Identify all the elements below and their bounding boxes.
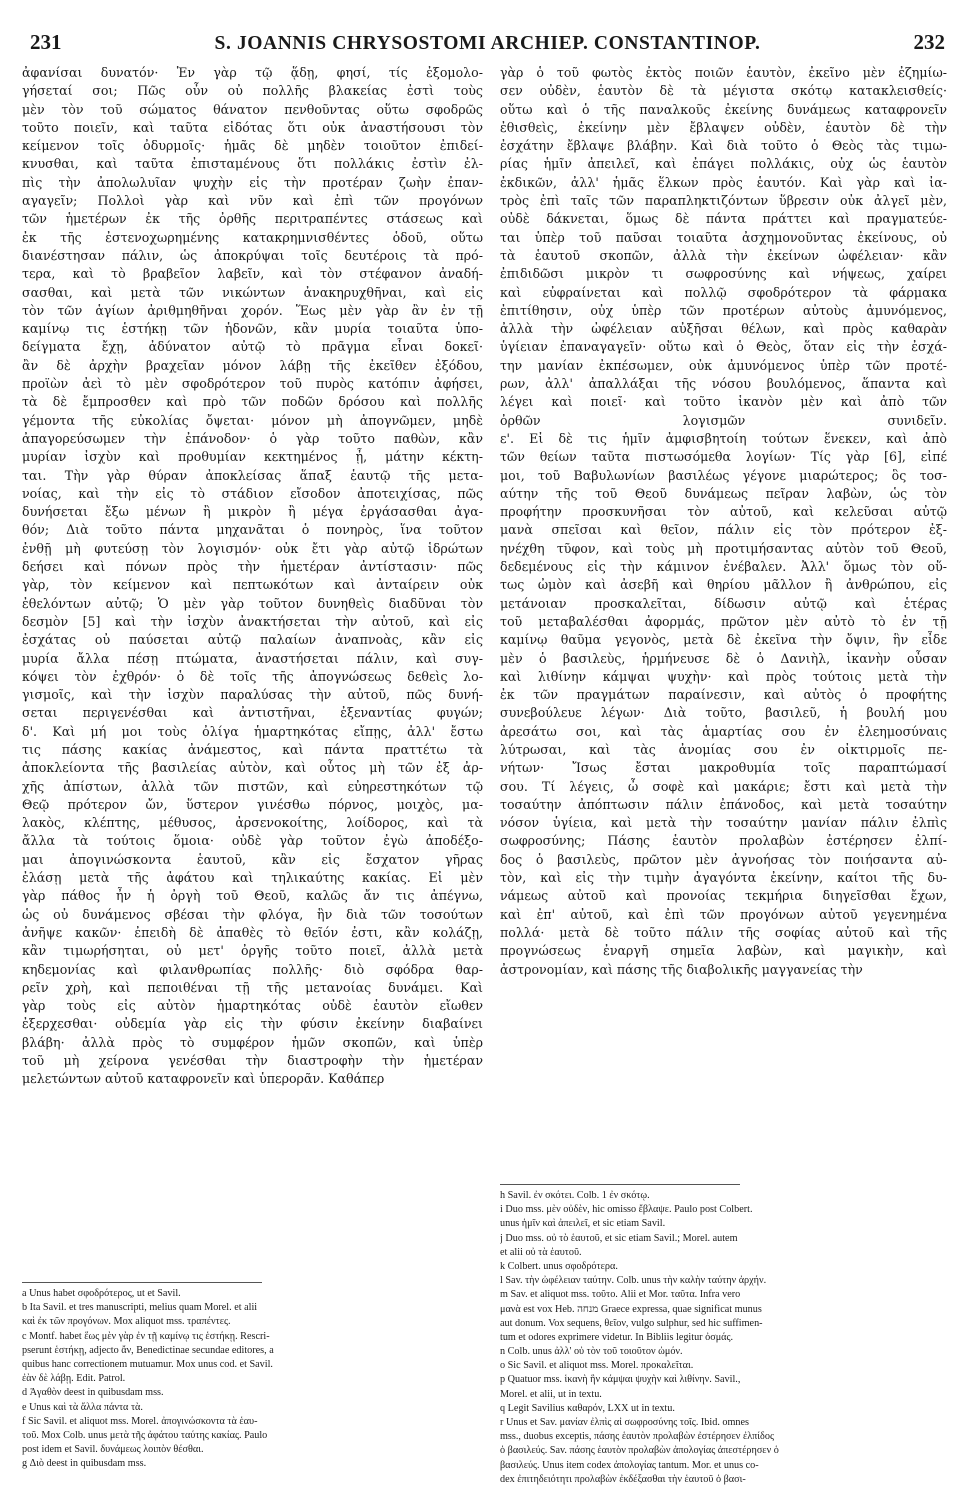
text-line: γισμοῖς, καὶ τὴν ἰσχὺν παραλύσας τὴν αὐτοῦ, πῶς δυνή- [22,687,483,703]
text-line: κνυσθαι, καὶ ταῦτα ἐπισταμένους ὅτι πολλάκις ἐστὶν ἐλ- [22,156,483,172]
footnote-line: e Unus καὶ τὰ ἄλλα πάντα τὰ. [22,1401,143,1413]
text-line: τὸν τῶν ἁγίων ἀριθμηθῆναι χορόν. Ἕως μὲν γὰρ ἂν ἐν τῇ [22,302,483,318]
text-line: ἀρεσάτω σοι, καὶ τὰς ἁμαρτίας σου ἐν ἐλεημοσύναις [500,723,947,739]
text-line: τοῦ μεταβαλέσθαι ἀφορμάς, πρῶτον μὲν αὐτὸ τὸ ἐν τῇ [500,613,947,629]
text-line: την μανίαν ἐκπέσωμεν, οὐκ ἀμυνόμενος ὑπὲρ τῶν προτέ- [500,357,947,373]
text-line: ται. Τὴν γὰρ θύραν ἀποκλείσας ἅπαξ ἑαυτῷ τῆς μετα- [22,467,483,483]
footnote-line: k Colbert. unus σφοδρότερα. [500,1260,618,1272]
text-line: σεται περιγενέσθαι καὶ ἀντιστῆναι, ἐξεναντίας φυγών; [22,705,483,721]
left-text-column [22,64,483,1089]
text-line: καὶ ἐπ' αὐτοῦ, καὶ ἐπὶ τῶν προγόνων αὐτοῦ γεγενημένα [500,906,947,922]
text-line: αγαγεῖν; Πολλοὶ γὰρ καὶ νῦν καὶ ἐπὶ τῶν προγόνων [22,193,483,209]
footnote-rule-right [500,1184,740,1185]
text-line: γήσεταί σοι; Πῶς οὖν οὐ πολλῆς βλακείας ἐστὶ τοὺς [22,83,483,99]
text-line: τὸν, καὶ εἰς τὴν τιμὴν ἀγαγόντα ἐκείνην, καίτοι τῆς δυ- [500,870,947,886]
text-line: κόψει τὸν ἐχθρόν· ὁ δὲ τοῖς τῆς ἀπογνώσεως δεθεὶς λο- [22,668,483,684]
text-line: μανὰ σπεῖσαι καὶ θεῖον, πάλιν εἰς τὸν πρότερον ἐξ- [500,522,947,538]
text-line: ἐξερχεσθαι· οὐδεμία γὰρ εἰς τὴν φύσιν ἐκείνην διαβαίνει [22,1016,483,1032]
text-line: ἐσχάτην ἔβλαψε βλάβην. Καὶ διὰ τοῦτο ὁ Θεὸς τὰς τιμω- [500,138,947,154]
text-line: οὕτω καὶ ὁ τῆς παναλκοῦς ἐκείνης δυνάμεως καταφρονεῖν [500,101,947,117]
text-line: μὲν τὸν τοῦ σώματος θάνατον πενθοῦντας οὕτω σφοδρῶς [22,101,483,117]
footnote-line: r Unus et Sav. μανίαν ἐλπὶς αἰ σωφροσύνης τοῖς. Ibid. omnes [500,1417,750,1428]
text-line: διανέστησαν πάλιν, ὡς ἀποκρύψαι τοῖς δευτέροις τὰ πρό- [22,247,483,263]
text-line: ἐλάσῃ μετὰ τῆς ἀφάτου καὶ τηλικαύτης κακίας. Εἰ μὲν [22,870,483,886]
text-line: ἀλλὰ τὴν ὠφέλειαν αὐξῆσαι θέλων, καὶ πρὸς καθαρὰν [500,321,947,337]
text-line: προϊὼν ἀεὶ τὸ μὲν σφοδρότερον τοῦ πυρὸς κατόπιν ἀφήσει, [22,376,483,392]
text-line: θόν; Διὰ τοῦτο πάντα μηχανᾶται ὁ πονηρὸς, ἵνα τοῦτον [22,522,483,538]
text-line: δεδεμένους εἰς τὴν κάμινον ἐνέβαλεν. Ἀλλ' ὅμως τὸν οὕ- [500,559,947,575]
text-line: καὶ εὐφραίνεται καὶ πολλῷ σφοδρότερον τὰ φάρμακα [500,284,947,300]
footnote-line: ἐὰν δὲ λάβῃ. Edit. Patrol. [22,1373,126,1385]
page-number-left: 231 [30,30,62,54]
text-line: τοῦτο ποιεῖν, καὶ ταῦτα εἰδότας ὅτι οὐκ ἀναστήσουσι τὸν [22,119,483,135]
text-line: ὀρθῶν λογισμῶν συνιδεῖν. [500,412,947,428]
footnote-line: post idem et Savil. δυνάμεως λοιπὸν θέσθαι. [22,1444,204,1456]
text-line: ρων, ἀλλ' ἀπαλλάξαι τῆς νόσου βουλόμενος, ἅπαντα καὶ [500,376,947,392]
text-line: σεν οὐδὲν, ἑαυτὸν δὲ τὰ μέγιστα σκότῳ κατακλεισθείς· [500,83,947,99]
text-line: μυρίαν ἰσχὺν καὶ προθυμίαν κεκτημένος ᾖ, μάτην κέκτη- [22,449,483,465]
text-line: σασθαι, καὶ μετὰ τῶν νικώντων ἀνακηρυχθῆναι, καὶ εἰς [22,284,483,300]
text-line: σωφροσύνης; Πάσης ἑαυτὸν προλαβὼν ἐστέρησεν ἐλπί- [500,833,947,849]
text-line: μετάνοιαν προσκαλεῖται, δίδωσιν αὐτῷ καὶ ἑτέρας [500,595,947,611]
text-line: συνεβούλευε λέγων· Διὰ τοῦτο, βασιλεῦ, ἡ βουλή μου [500,705,947,721]
footnote-rule-left [22,1282,262,1283]
text-line: δεήσει καὶ πόνων πρὸς τὴν ἡμετέραν ἀντίστασιν· πῶς [22,559,483,575]
footnote-line: m Sav. et aliquot mss. τοῦτο. Alii et Mor. ταῦτα. Infra vero [500,1289,741,1301]
text-line: πολλά· μετὰ δὲ τοῦτο πάλιν τῆς σοφίας αὐτοῦ καὶ τῆς [500,924,947,940]
footnote-line: d Ἀγαθὸν deest in quibusdam mss. [22,1387,164,1399]
text-line: ρεῖν χρὴ, καὶ πεποιθέναι τῇ τῆς μετανοίας δυνάμει. Καὶ [22,979,483,995]
text-line: δος ὁ βασιλεὺς, πρῶτον μὲν ἀγνοήσας τὸν ποιήσαντα αὐ- [500,851,947,867]
text-line: μαι ἀπογινώσκοντα ἑαυτοῦ, κἂν εἰς ἔσχατον γῆρας [22,851,483,867]
text-line: νοίας, καὶ τὴν εἰς τὸ στάδιον εἴσοδον ἀποτειχίσας, πῶς [22,485,483,501]
text-line: πὶς τὴν ἀπολωλυῖαν ψυχὴν εἰς τὴν προτέραν ζωὴν ἐπαν- [22,174,483,190]
footnote-line: καὶ ἐκ τῶν προγόνων. Mox aliquot mss. τραπέντες. [22,1316,231,1328]
text-line: ἀποκλείοντα τῆς βασιλείας αὐτὸν, καὶ οὗτος μὴ τῶν ἐξ ἀρ- [22,760,483,776]
text-line: γὰρ πάθος ἦν ἡ ὀργὴ τοῦ Θεοῦ, καλῶς ἄν τις ἀπέγνω, [22,888,483,904]
text-line: σου. Τί λέγεις, ὦ σοφὲ καὶ μακάριε; ἔστι καὶ μετὰ τὴν [500,778,947,794]
text-line: μὲν ὁ βασιλεὺς, ἡρμήνευσε δὲ ὁ Δανιὴλ, ἱκανὴν οὖσαν [500,650,947,666]
footnote-line: pserunt ἑστήκῃ, adjecto ἄν, Benedictinae secundae editores, a [22,1344,274,1356]
text-line: λέγει καὶ ποιεῖ· καὶ τοῦτο ἱκανὸν μὲν καὶ ἀπὸ τῶν [500,394,947,410]
text-line: τὰ ἑαυτοῦ σκοπῶν, ἀλλὰ τὴν ἐκείνων ὠφέλειαν· κἂν [500,247,947,263]
footnote-line: b Ita Savil. et tres manuscripti, melius quam Morel. et alii [22,1302,258,1314]
text-line: ἀστρονομίαν, καὶ πάσης τῆς διαβολικῆς μαγγανείας τὴν [500,961,863,977]
text-line: νόσον ὑγίεια, καὶ μετὰ τὴν τοσαύτην μανίαν πάλιν ἐλπὶς [500,815,947,831]
running-title: S. JOANNIS CHRYSOSTOMI ARCHIEP. CONSTANTINOP. [214,33,761,54]
text-line: τρὸς ἐπὶ ταῖς τῶν παραπληκτιζόντων ὕβρεσιν οὐκ ἀλγεῖ μὲν, [500,193,947,209]
text-line: γὰρ τοὺς εἰς αὐτὸν ἡμαρτηκότας οὐδὲ ἑαυτὸν εἴωθεν [22,998,483,1014]
footnote-line: l Sav. τὴν ὠφέλειαν ταύτην. Colb. unus τὴν καλὴν ταύτην ἀρχήν. [500,1275,767,1287]
text-line: νήτων· Ἴσως ἔσται μακροθυμία τοῖς παραπτώμασί [500,760,947,776]
text-line: ἀνῆψε κακῶν· ἐπειδὴ δὲ ἀπαθὲς τὸ θεῖόν ἐστι, κἂν κολάζῃ, [22,924,483,940]
text-line: τῶν θείων ταῦτα πιστωσόμεθα λογίων· Τίς γὰρ [6], εἰπέ [500,449,947,465]
text-line: ἐπιτίθησιν, οὐχ ὑπὲρ τῶν προτέρων αὐτοὺς ἀμυνόμενος, [500,302,947,318]
text-line: ἄλλα τὰ τούτοις ὅμοια· οὐδὲ γὰρ τοῦτον ἐγὼ ἀποδέξο- [22,833,483,849]
text-line: ἐκδικῶν, ἀλλ' ἡμᾶς ἕλκων πρὸς ἑαυτόν. Καὶ γὰρ καὶ ἰα- [500,174,947,190]
text-line: τῶν ἡμετέρων ἐκ τῆς ὀρθῆς περιτραπέντες στάσεως καὶ [22,211,483,227]
page-number-right: 232 [913,30,945,54]
text-line: τὰ δὲ ἔμπροσθεν καὶ πρὸ τῶν ποδῶν δρόσου καὶ πολλῆς [22,394,483,410]
footnote-line: a Unus habet σφοδρότερος, ut et Savil. [22,1288,181,1299]
text-line: τως ὠμὸν καὶ ἀσεβῆ καὶ θηρίου μᾶλλον ἢ ἀνθρώπου, εἰς [500,577,947,593]
footnote-line: q Legit Savilius καθαρόν, LXX ut in textu. [500,1402,675,1414]
footnote-line: n Colb. unus ἀλλ' οὐ τὸν τοῦ τοιοῦτον ὠμόν. [500,1346,683,1358]
footnote-line: g Διὸ deest in quibusdam mss. [22,1458,147,1470]
footnote-line: ὁ βασιλεύς. Sav. πάσης ἑαυτὸν προλαβὼν ἀπολογίας ἀπεστέρησεν ὁ [500,1445,779,1457]
text-line: ται ὑπὲρ τοῦ παῦσαι τοιαῦτα ἀσχημονοῦντας ἐκείνους, οὐ [500,229,947,245]
text-line: τοσαύτην ἀπόπτωσιν πάλιν ἐπάνοδος, καὶ μετὰ τοσαύτην [500,796,947,812]
footnote-line: quibus hanc correctionem mutuamur. Mox unus cod. et Savil. [22,1358,273,1370]
footnote-line: j Duo mss. οὐ τὸ ἑαυτοῦ, et sic etiam Savil.; Morel. autem [500,1232,738,1244]
text-line: γέμοντα τῆς εὐκολίας ὄψεται· μόνον μὴ ἀπογνῶμεν, μηδὲ [22,412,483,428]
text-line: ἐκ τῶν πραγμάτων παραίνεσιν, καὶ αὐτὸς ὁ προφήτης [500,687,947,703]
footnote-line: h Savil. ἐν σκότει. Colb. 1 ἐν σκότῳ. [500,1190,650,1201]
text-line: νάμεως αὐτοῦ καὶ προνοίας τεκμήρια διηγεῖσθαι ἔχων, [500,888,947,904]
text-line: δείγματα ἔχῃ, ἀδύνατον αὐτῷ τὸ πρᾶγμα εἶναι δοκεῖ· [22,339,483,355]
text-line: λακὸς, κλέπτης, μέθυσος, ἀρσενοκοίτης, λοίδορος, καὶ τὰ [22,815,483,831]
text-line: αύτην τῆς τοῦ Θεοῦ δυνάμεως πεῖραν λαβὼν, ὡς τὸν [500,485,947,501]
footnote-line: o Sic Savil. et aliquot mss. Morel. προκαλεῖται. [500,1360,694,1372]
text-line: κηδεμονίας καὶ φιλανθρωπίας πολλῆς· διὸ σφόδρα θαρ- [22,961,483,977]
footnote-line: tum et odores exprimere videtur. In Bibliis legitur ὀσμάς. [500,1331,734,1343]
text-line: ἂν δὲ ἀρχὴν βραχεῖαν μόνον λάβῃ τῆς ἐκεῖθεν ἐξόδου, [22,357,483,373]
footnote-line: f Sic Savil. et aliquot mss. Morel. ἀπογινώσκοντα τὰ ἑαυ- [22,1415,258,1427]
text-line: γὰρ ὁ τοῦ φωτὸς ἐκτὸς ποιῶν ἑαυτὸν, ἐκεῖνο μὲν ἐζημίω- [500,65,947,80]
footnote-line: βασιλεύς. Unus item codex ἀπολογίας tantum. Mor. et unus co- [500,1459,759,1471]
text-line: ηνέχθη τῦφον, καὶ τοὺς μὴ προτιμήσαντας αὐτὸν τοῦ Θεοῦ, [500,540,947,556]
text-line: γὰρ, τὸν κείμενον καὶ πεπτωκότων καὶ ἀνταίρειν οὐκ [22,577,483,593]
running-header [30,30,945,60]
text-line: καὶ λιθίνην κάμψαι ψυχὴν· καὶ πρὸς τούτοις μετὰ τὴν [500,668,947,684]
left-footnotes [22,1287,483,1471]
text-line: ἀπαγορεύσωμεν τὴν ἐπάνοδον· ὁ γὰρ τοῦτο παθὼν, κἂν [22,430,483,446]
text-line: ε'. Εἰ δὲ τις ἡμῖν ἀμφισβητοίη τούτων ἕνεκεν, καὶ ἀπὸ [500,430,947,446]
text-line: καμίνῳ τις ἑστήκῃ τῶν ἡδονῶν, κἂν μυρία τοιαῦτα ὑπο- [22,321,483,337]
text-line: μυρία ἄλλα πέσῃ πτώματα, ἀναστήσεται πάλιν, καὶ συγ- [22,650,483,666]
text-line: ἀφανίσαι δυνατόν· Ἐν γὰρ τῷ ᾅδῃ, φησί, τίς ἐξομολο- [22,65,483,80]
right-footnotes [500,1189,947,1487]
text-line: τοῦ μὴ χείρονα γενέσθαι τὴν διαστροφὴν τὴν ἡμετέραν [22,1053,483,1069]
text-line: ἐσχάτας οὐ παύσεται αὐτῷ παλαίων ἀναπνοὰς, κἂν εἰς [22,632,483,648]
text-line: ἐθισθεὶς, ἐκείνην μὲν ἔβλαψεν οὐδὲν, ἑαυτὸν δὲ τὴν [500,119,947,135]
text-line: δ'. Καὶ μή μοι τοὺς ὀλίγα ἡμαρτηκότας εἴπῃς, ἀλλ' ἔστω [22,723,483,739]
text-line: δυνήσεται ἔξω μένων ἢ μικρὸν ἢ μέγα ἐργάσασθαι ἀγα- [22,504,483,520]
footnote-line: et alii οὐ τὰ ἑαυτοῦ. [500,1246,582,1258]
footnote-line: c Montf. habet ἕως μὲν γὰρ ἐν τῇ καμίνῳ τις ἑστήκῃ. Rescri- [22,1330,270,1342]
text-line: μοι, τοῦ Βαβυλωνίων βασιλέως γέγονε μιαρώτερος; ὃς τοσ- [500,467,947,483]
text-line: ἐπιδιδῶσι μικρὸν τι σωφροσύνης καὶ νήψεως, χαίρει [500,266,947,282]
text-line: κείμενον τοῖς ὀδυρμοῖς· ἡμᾶς δὲ μηδὲν τοιοῦτον ἐπιδεί- [22,138,483,154]
text-line: τις πάσης κακίας ἀνάμεστος, καὶ πάντα πραττέτω τὰ [22,741,483,757]
text-line: δεσμὸν [5] καὶ τὴν ἰσχὺν ἀνακτήσεται τὴν αὐτοῦ, καὶ εἰς [22,613,483,629]
text-line: μελετώντων αὐτοῦ καταφρονεῖν καὶ ὑπερορᾶν. Καθάπερ [22,1071,385,1087]
text-line: ἐθελόντων αὐτῷ; Ὁ μὲν γὰρ τοῦτον δυνηθεὶς διαδῦναι τὸν [22,595,483,611]
text-line: ἐνθῇ μὴ φυτεύσῃ τὸν λογισμόν· οὐκ ἔτι γὰρ αὐτῷ ἱδρώτων [22,540,483,556]
text-line: ὑγίειαν ἐπαναγαγεῖν· οὕτω καὶ ὁ Θεὸς, ὅταν εἰς τὴν ἐσχά- [500,339,947,355]
text-line: βλάβη· ἀλλὰ πρὸς τὸ συμφέρον ἡμῶν σκοπῶν, καὶ ὑπὲρ [22,1034,483,1050]
text-line: οὐδὲ δάκνεται, ὅμως δὲ πάντα πράττει καὶ πραγματεύε- [500,211,947,227]
footnote-line: τοῦ. Mox Colb. unus μετὰ τῆς ἀφάτου ταύτης κακίας. Paulo [22,1429,268,1441]
text-line: λύτρωσαι, καὶ τὰς ἀνομίας σου ἐν οἰκτιρμοῖς πε- [500,741,947,757]
text-line: κἂν τιμωρήσηται, οὐ μετ' ὀργῆς τοῦτο ποιεῖ, ἀλλὰ μετὰ [22,943,483,959]
footnote-line: Morel. et alii, ut in textu. [500,1388,602,1400]
text-line: ἐκ τῆς ἐστενοχωρημένης κατακρημνισθέντες ὁδοῦ, οὕτω [22,229,483,245]
text-line: ὡς οὐ δυνάμενος σβέσαι τὴν φλόγα, ἣν διὰ τῶν τοσούτων [22,906,483,922]
footnote-line: p Quatuor mss. ἱκανὴ ἣν κάμψαι ψυχὴν καὶ λιθίνην. Savil., [500,1374,741,1386]
text-line: προφήτην προσκυνῆσαι τὸν αὐτοῦ, καὶ κελεῦσαι αὐτῷ [500,504,947,520]
footnote-line: mss., duobus exceptis, πάσης ἑαυτὸν προλαβὼν ἐστέρησεν ἐλπίδος [500,1431,774,1443]
footnote-line: dex ἐπιτηδειότητι προλαβὼν ἐκδέξασθαι τὴν ἑαυτοῦ ὁ βασι- [500,1473,746,1485]
text-line: χῆς ἀπίστων, ἀλλὰ τῶν πιστῶν, καὶ εὐηρεστηκότων τῷ [22,778,483,794]
footnote-line: unus ἡμῖν καὶ ἀπειλεῖ, et sic etiam Savil. [500,1218,666,1230]
text-line: καμίνῳ θαῦμα γεγονὸς, μετὰ δὲ ἐκεῖνα τὴν ὄψιν, ἣν εἶδε [500,632,947,648]
text-line: προγνώσεως ἐναργῆ σημεῖα λαβὼν, καὶ μαγικὴν, καὶ [500,943,947,959]
right-text-column [500,64,947,979]
text-line: ρίας ἡμῖν ἀπειλεῖ, καὶ ἐπάγει πολλάκις, οὐχ ὡς ἑαυτὸν [500,156,947,172]
footnote-line: μανὰ est vox Heb. מנחה Graece expressa, quae significat munus [500,1303,762,1315]
text-line: τερα, καὶ τὸ βραβεῖον λαβεῖν, καὶ τὸν στέφανον ἀναδή- [22,266,483,282]
text-line: Θεῷ πρότερον ὤν, ὕστερον γινέσθω πόρνος, μοιχὸς, μα- [22,796,483,812]
footnote-line: i Duo mss. μὲν οὐδὲν, hic omisso ἔβλαψε. Paulo post Colbert. [500,1204,753,1216]
footnote-line: aut donum. Vox sequens, θεῖον, vulgo sulphur, sed hic suffimen- [500,1317,763,1329]
